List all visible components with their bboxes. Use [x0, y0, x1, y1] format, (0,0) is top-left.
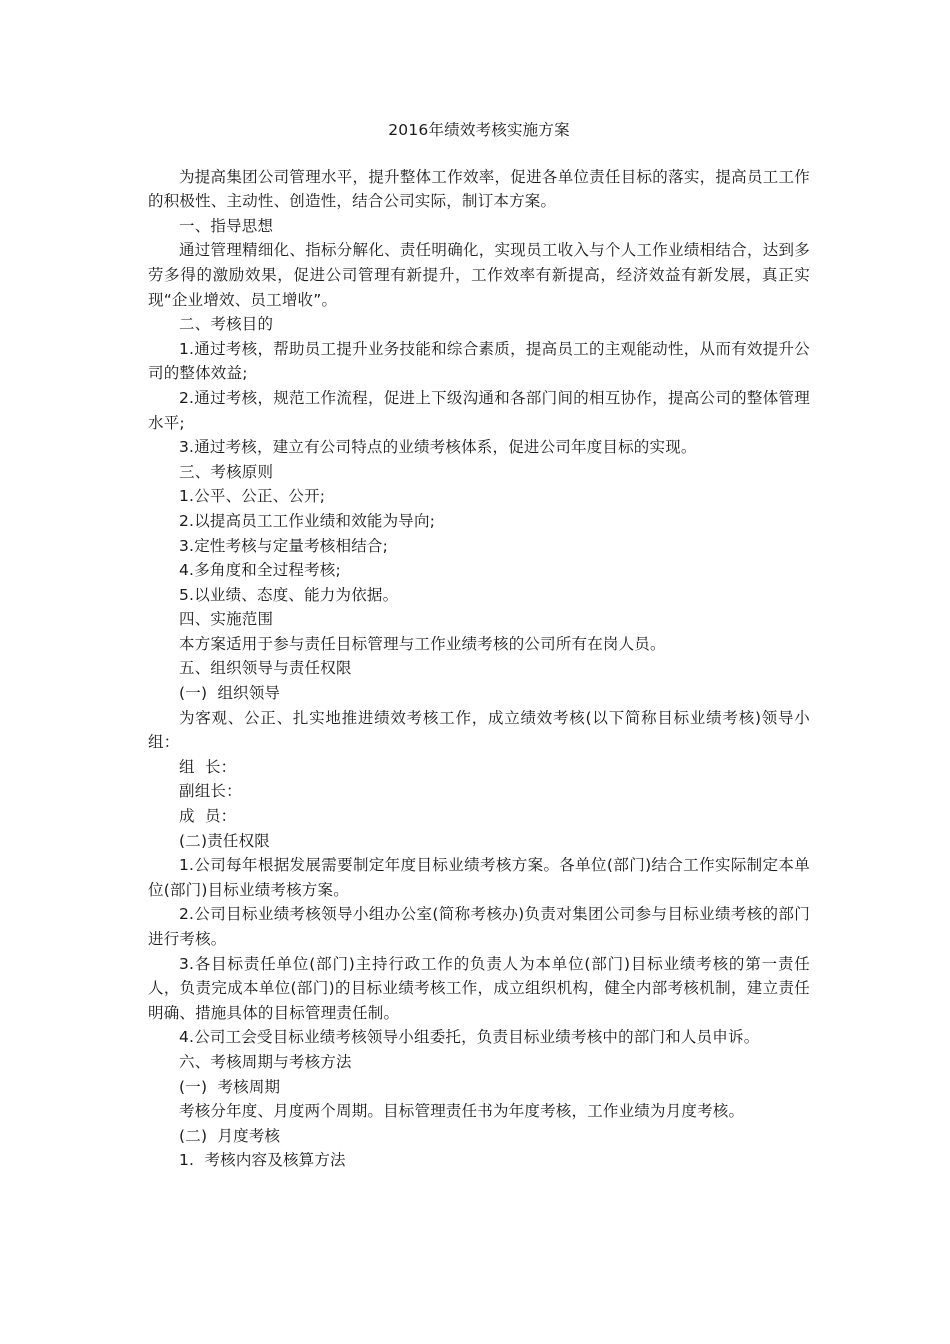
document-page — [148, 118, 810, 1173]
section-heading-cycle-method: 六、考核周期与考核方法 — [179, 1052, 352, 1071]
list-item: 1.通过考核，帮助员工提升业务技能和综合素质，提高员工的主观能动性，从而有效提升公司的整体效益; — [148, 339, 810, 383]
paragraph: 通过管理精细化、指标分解化、责任明确化，实现员工收入与个人工作业绩相结合，达到多劳多得的激励效果，促进公司管理有新提升，工作效率有新提高，经济效益有新发展，真正实现“企业增效、员工增收”。 — [148, 241, 810, 309]
subsection-heading: (二) 月度考核 — [179, 1126, 281, 1145]
role-line-members: 成 员： — [179, 807, 237, 826]
paragraph: 本方案适用于参与责任目标管理与工作业绩考核的公司所有在岗人员。 — [179, 634, 666, 653]
section-heading-purpose: 二、考核目的 — [179, 315, 274, 334]
list-item: 1. 考核内容及核算方法 — [179, 1151, 346, 1170]
intro-paragraph: 为提高集团公司管理水平，提升整体工作效率，促进各单位责任目标的落实，提高员工工作的积极性、主动性、创造性，结合公司实际，制订本方案。 — [148, 167, 810, 211]
list-item: 3.通过考核，建立有公司特点的业绩考核体系，促进公司年度目标的实现。 — [179, 438, 697, 457]
list-item: 1.公司每年根据发展需要制定年度目标业绩考核方案。各单位(部门)结合工作实际制定本单位(部门)目标业绩考核方案。 — [148, 856, 810, 899]
document-title: 2016年绩效考核实施方案 — [388, 121, 570, 139]
document-body — [148, 165, 810, 1173]
list-item: 3.定性考核与定量考核相结合; — [179, 536, 389, 555]
list-item: 5.以业绩、态度、能力为依据。 — [179, 585, 399, 604]
list-item: 1.公平、公正、公开; — [179, 487, 326, 506]
list-item: 2.公司目标业绩考核领导小组办公室(简称考核办)负责对集团公司参与目标业绩考核的部门进行考核。 — [148, 905, 810, 948]
list-item: 2.通过考核，规范工作流程，促进上下级沟通和各部门间的相互协作，提高公司的整体管理水平; — [148, 388, 810, 432]
role-line-deputy: 副组长： — [179, 782, 242, 801]
paragraph: 为客观、公正、扎实地推进绩效考核工作，成立绩效考核(以下简称目标业绩考核)领导小组： — [148, 708, 810, 752]
list-item: 4.公司工会受目标业绩考核领导小组委托，负责目标业绩考核中的部门和人员申诉。 — [179, 1028, 760, 1047]
list-item: 4.多角度和全过程考核; — [179, 561, 341, 580]
section-heading-guiding-thought: 一、指导思想 — [179, 216, 274, 235]
section-heading-organization: 五、组织领导与责任权限 — [179, 659, 352, 678]
paragraph: 考核分年度、月度两个周期。目标管理责任书为年度考核，工作业绩为月度考核。 — [179, 1102, 745, 1121]
section-heading-principles: 三、考核原则 — [179, 462, 274, 481]
list-item: 2.以提高员工工作业绩和效能为导向; — [179, 511, 436, 530]
role-line-leader: 组 长： — [179, 757, 237, 776]
list-item: 3.各目标责任单位(部门)主持行政工作的负责人为本单位(部门)目标业绩考核的第一责任人，负责完成本单位(部门)的目标业绩考核工作，成立组织机构，健全内部考核机制，建立责任明确、措施具体的目标管理责任制。 — [148, 954, 810, 1022]
subsection-heading: (一) 考核周期 — [179, 1077, 281, 1096]
section-heading-scope: 四、实施范围 — [179, 610, 274, 629]
subsection-heading: (二)责任权限 — [179, 831, 270, 850]
subsection-heading: (一) 组织领导 — [179, 684, 281, 703]
